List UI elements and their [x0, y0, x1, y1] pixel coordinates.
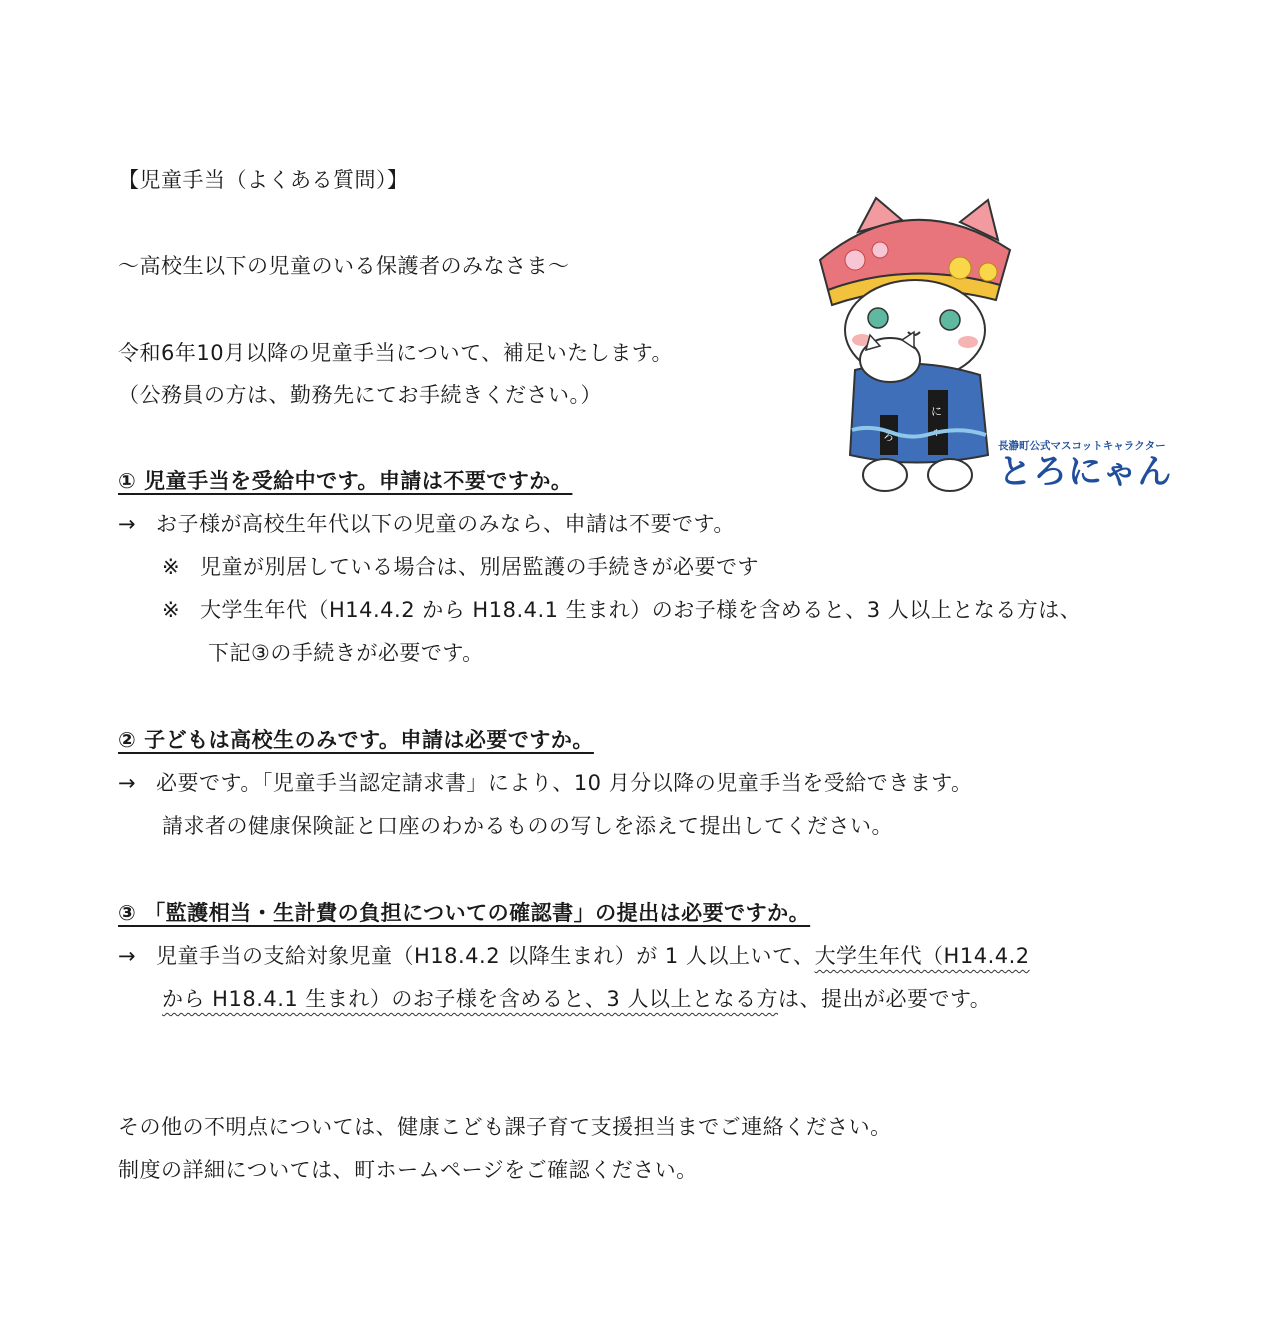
- mascot-name: とろにゃん: [998, 452, 1173, 492]
- footer-line-1: その他の不明点については、健康こども課子育て支援担当までご連絡ください。: [118, 1115, 892, 1139]
- note-1-text: 児童が別居している場合は、別居監護の手続きが必要です: [200, 555, 759, 579]
- question-2: ② 子どもは高校生のみです。申請は必要ですか。: [118, 728, 594, 752]
- svg-text:ろ: ろ: [883, 430, 894, 443]
- answer-3-text-d: は、提出が必要です。: [777, 987, 992, 1011]
- audience-line: ～高校生以下の児童のいる保護者のみなさま～: [118, 254, 570, 278]
- answer-1: [118, 514, 735, 535]
- question-3: ③ 「監護相当・生計費の負担についての確認書」の提出は必要ですか。: [118, 901, 811, 925]
- note-1: [162, 557, 759, 578]
- mascot-caption: 長瀞町公式マスコットキャラクター: [998, 440, 1166, 452]
- reference-mark-icon: ※: [162, 555, 181, 579]
- note-2-text: 大学生年代（H14.4.2 から H18.4.1 生まれ）のお子様を含めると、3 人以上となる方は、: [200, 598, 1082, 622]
- answer-3: [118, 946, 1030, 967]
- answer-1-text: お子様が高校生年代以下の児童のみなら、申請は不要です。: [156, 512, 735, 536]
- page-title: 【児童手当（よくある質問）】: [118, 168, 409, 192]
- answer-3-highlight-a: 大学生年代（H14.4.2: [814, 944, 1030, 968]
- question-1: ① 児童手当を受給中です。申請は不要ですか。: [118, 469, 573, 493]
- arrow-icon: →: [118, 771, 137, 795]
- answer-2-cont: 請求者の健康保険証と口座のわかるものの写しを添えて提出してください。: [162, 814, 893, 838]
- answer-2-text: 必要です。「児童手当認定請求書」により、10 月分以降の児童手当を受給できます。: [156, 771, 973, 795]
- note-2: [162, 600, 1081, 621]
- arrow-icon: →: [118, 512, 137, 536]
- arrow-icon: →: [118, 944, 137, 968]
- answer-3-text-a: 児童手当の支給対象児童（H18.4.2 以降生まれ）が 1 人以上いて、: [156, 944, 815, 968]
- svg-text:ゃ: ゃ: [931, 425, 942, 438]
- answer-3-cont: [162, 989, 991, 1010]
- intro-line-2: （公務員の方は、勤務先にてお手続きください。）: [118, 383, 602, 407]
- footer-line-2: 制度の詳細については、町ホームページをご確認ください。: [118, 1158, 698, 1182]
- answer-3-highlight-b: から H18.4.1 生まれ）のお子様を含めると、3 人以上となる方: [162, 987, 778, 1011]
- note-2-cont: 下記③の手続きが必要です。: [208, 641, 484, 665]
- answer-2: [118, 773, 973, 794]
- svg-text:に: に: [931, 405, 942, 418]
- intro-line-1: 令和6年10月以降の児童手当について、補足いたします。: [118, 341, 674, 365]
- reference-mark-icon: ※: [162, 598, 181, 622]
